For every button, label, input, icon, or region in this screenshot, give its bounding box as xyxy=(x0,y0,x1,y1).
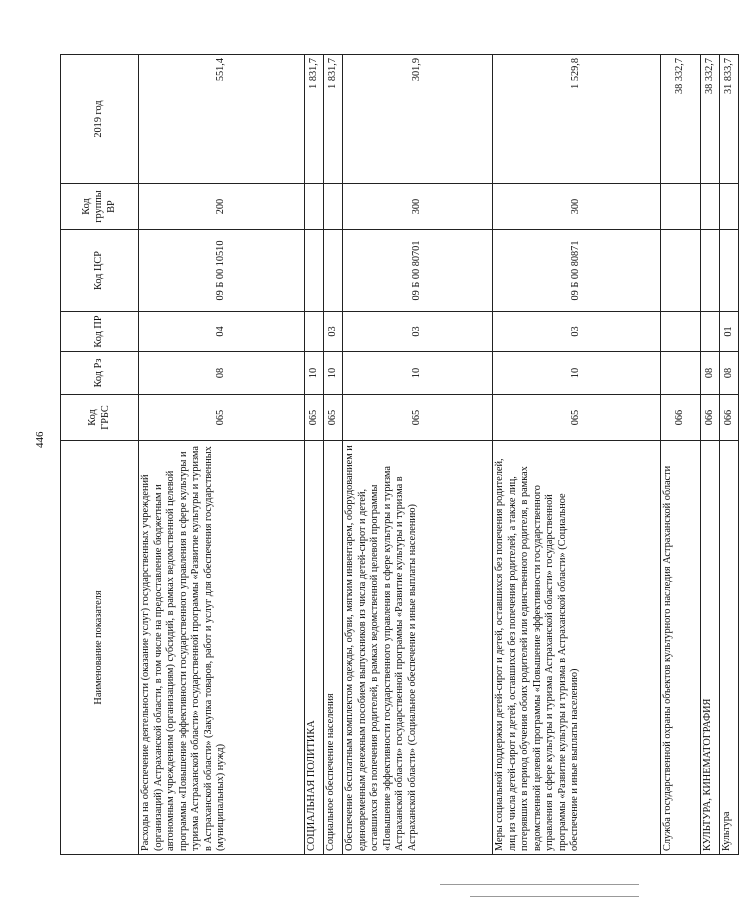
row-grbs: 065 xyxy=(324,395,343,441)
table-row xyxy=(324,55,343,855)
row-csr xyxy=(701,230,720,312)
row-vr: 300 xyxy=(343,184,493,230)
row-name: Расходы на обеспечение деятельности (оказание услуг) государственных учреждений (организаций) Астраханской области, в том числе на предоставление бюджетным и автономным учреждениям (организациям) субсидий, в рамках ведомственной целевой программы «Повышение эффективности государственного управления в сфере культуры и туризма Астраханской области» государственной программы «Развитие культуры и туризма в Астраханской области» (Закупка товаров, работ и услуг для обеспечения государственных (муниципальных) нужд) xyxy=(139,441,305,855)
row-pr xyxy=(305,312,324,352)
row-name: СОЦИАЛЬНАЯ ПОЛИТИКА xyxy=(305,441,324,855)
row-vr: 200 xyxy=(139,184,305,230)
budget-table xyxy=(60,54,739,855)
header-vr: Код группы ВР xyxy=(61,184,139,230)
row-csr xyxy=(661,230,701,312)
row-csr: 09 Б 00 80701 xyxy=(343,230,493,312)
row-csr xyxy=(720,230,739,312)
row-2019: 1 529,8 xyxy=(493,55,661,184)
header-2019: 2019 год xyxy=(61,55,139,184)
row-csr xyxy=(324,230,343,312)
row-vr xyxy=(720,184,739,230)
row-name: Служба государственной охраны объектов культурного наследия Астраханской области xyxy=(661,441,701,855)
scan-edge-line xyxy=(440,884,639,885)
row-rz: 08 xyxy=(701,352,720,395)
row-csr: 09 Б 00 10510 xyxy=(139,230,305,312)
page-number: 446 xyxy=(34,431,46,448)
scan-edge-line xyxy=(470,896,639,897)
rotated-table-container xyxy=(60,55,734,855)
row-vr: 300 xyxy=(493,184,661,230)
header-name: Наименование показателя xyxy=(61,441,139,855)
header-rz: Код Рз xyxy=(61,352,139,395)
row-2019: 1 831,7 xyxy=(324,55,343,184)
table-row xyxy=(720,55,739,855)
row-name: Меры социальной поддержки детей-сирот и детей, оставшихся без попечения родителей, лиц из числа детей-сирот и детей, оставшихся без попечения родителей, а также лиц, потерявших в период обучения обоих родителей или единственного родителя, в рамках ведомственной целевой программы «Повышение эффективности государственного управления в сфере культуры и туризма Астраханской области» государственной программы «Развитие культуры и туризма в Астраханской области» (Социальное обеспечение и иные выплаты населению) xyxy=(493,441,661,855)
header-pr: Код ПР xyxy=(61,312,139,352)
table-row xyxy=(701,55,720,855)
table-header-row xyxy=(61,55,139,855)
row-grbs: 065 xyxy=(139,395,305,441)
table-row xyxy=(343,55,493,855)
header-csr: Код ЦСР xyxy=(61,230,139,312)
row-2019: 551,4 xyxy=(139,55,305,184)
row-rz xyxy=(661,352,701,395)
row-grbs: 065 xyxy=(493,395,661,441)
header-grbs: Код ГРБС xyxy=(61,395,139,441)
row-2019: 1 831,7 xyxy=(305,55,324,184)
row-vr xyxy=(305,184,324,230)
row-name: Обеспечение бесплатным комплектом одежды, обуви, мягким инвентарем, оборудованием и единовременным денежным пособием выпускников из числа детей-сирот и детей, оставшихся без попечения родителей, в рамках ведомственной целевой программы «Повышение эффективности государственного управления в сфере культуры и туризма Астраханской области» государственной программы «Развитие культуры и туризма в Астраханской области» (Социальное обеспечение и иные выплаты населению) xyxy=(343,441,493,855)
row-pr: 01 xyxy=(720,312,739,352)
row-rz: 10 xyxy=(324,352,343,395)
row-2019: 38 332,7 xyxy=(701,55,720,184)
table-row xyxy=(661,55,701,855)
row-name: КУЛЬТУРА, КИНЕМАТОГРАФИЯ xyxy=(701,441,720,855)
row-rz: 10 xyxy=(343,352,493,395)
row-pr: 03 xyxy=(324,312,343,352)
row-pr xyxy=(701,312,720,352)
row-pr: 04 xyxy=(139,312,305,352)
row-vr xyxy=(701,184,720,230)
row-name: Социальное обеспечение населения xyxy=(324,441,343,855)
row-rz: 08 xyxy=(720,352,739,395)
row-csr xyxy=(305,230,324,312)
row-csr: 09 Б 00 80871 xyxy=(493,230,661,312)
row-pr: 03 xyxy=(493,312,661,352)
row-rz: 10 xyxy=(493,352,661,395)
row-2019: 301,9 xyxy=(343,55,493,184)
row-grbs: 066 xyxy=(701,395,720,441)
row-pr xyxy=(661,312,701,352)
row-name: Культура xyxy=(720,441,739,855)
row-2019: 31 833,7 xyxy=(720,55,739,184)
row-pr: 03 xyxy=(343,312,493,352)
row-rz: 08 xyxy=(139,352,305,395)
table-row xyxy=(139,55,305,855)
row-vr xyxy=(661,184,701,230)
row-2019: 38 332,7 xyxy=(661,55,701,184)
row-grbs: 066 xyxy=(720,395,739,441)
row-grbs: 065 xyxy=(343,395,493,441)
row-grbs: 065 xyxy=(305,395,324,441)
table-row xyxy=(493,55,661,855)
row-rz: 10 xyxy=(305,352,324,395)
row-grbs: 066 xyxy=(661,395,701,441)
table-row xyxy=(305,55,324,855)
row-vr xyxy=(324,184,343,230)
